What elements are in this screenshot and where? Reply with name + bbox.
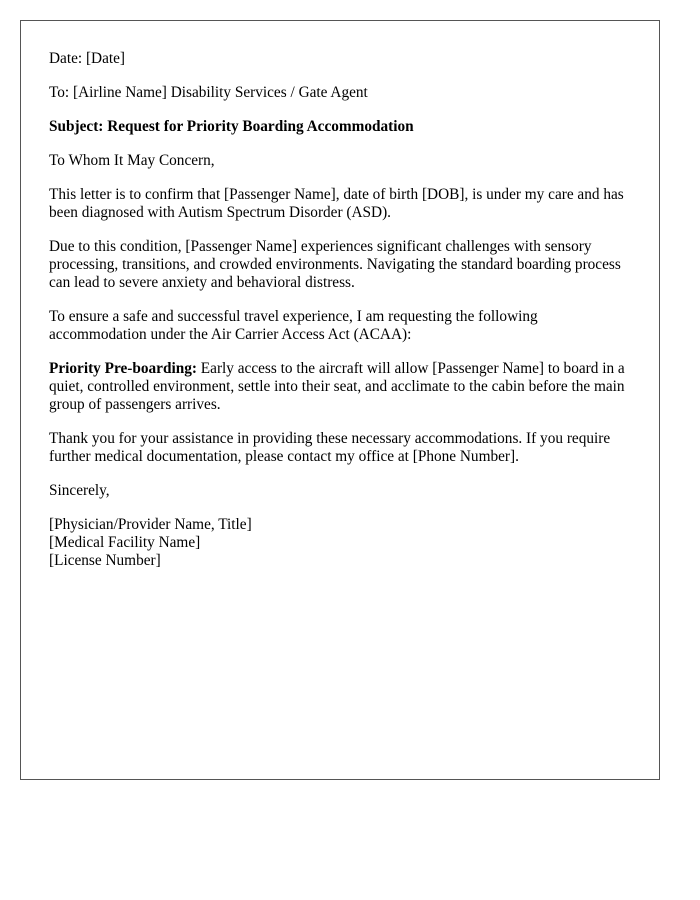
paragraph-accommodation [49,360,631,414]
closing: Sincerely, [49,482,110,499]
recipient-line: To: [Airline Name] Disability Services / Gate Agent [49,84,368,101]
date-line: Date: [Date] [49,50,126,67]
signature-facility: [Medical Facility Name] [49,534,201,551]
accommodation-label: Priority Pre-boarding: [49,360,197,377]
signature-provider: [Physician/Provider Name, Title] [49,516,252,533]
paragraph-confirmation: This letter is to confirm that [Passenger Name], date of birth [DOB], is under my care and has been diagnosed with Autism Spectrum Disorder (ASD). [49,186,624,221]
paragraph-request: To ensure a safe and successful travel experience, I am requesting the following accommodation under the Air Carrier Access Act (ACAA): [49,308,538,343]
paragraph-condition: Due to this condition, [Passenger Name] experiences significant challenges with sensory processing, transitions, and crowded environments. Navigating the standard boarding process can lead to severe anxiety and behavioral distress. [49,238,621,291]
subject-line: Subject: Request for Priority Boarding Accommodation [49,118,414,135]
accommodation-text: Early access to the aircraft will allow [Passenger Name] to board in a quiet, controlled environment, settle into their seat, and acclimate to the cabin before the main group of passengers arrives. [49,360,625,413]
paragraph-thanks: Thank you for your assistance in providing these necessary accommodations. If you require further medical documentation, please contact my office at [Phone Number]. [49,430,611,465]
letter-page [20,20,660,780]
signature-license: [License Number] [49,552,161,569]
salutation: To Whom It May Concern, [49,152,215,169]
signature-block [49,516,631,570]
